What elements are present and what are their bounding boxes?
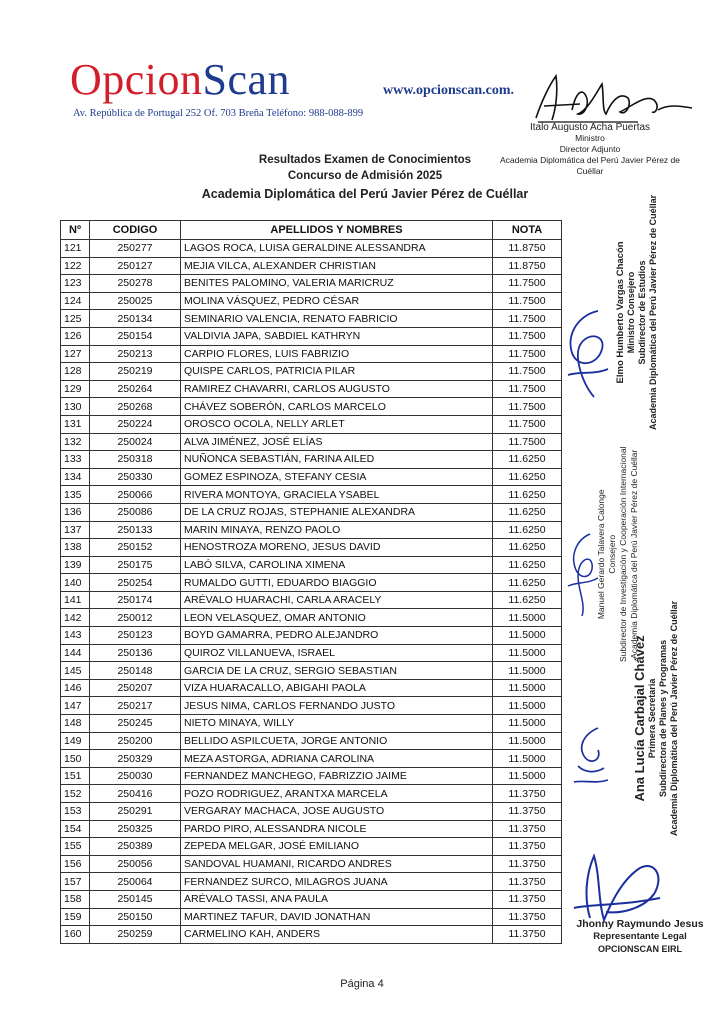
row-code: 250064 xyxy=(90,873,181,891)
table-row xyxy=(61,556,562,574)
row-number: 129 xyxy=(61,380,90,398)
table-row xyxy=(61,380,562,398)
signer-title: Representante Legal xyxy=(593,931,687,942)
row-grade: 11.6250 xyxy=(493,521,562,539)
row-grade: 11.7500 xyxy=(493,380,562,398)
row-number: 123 xyxy=(61,275,90,293)
header-grade: NOTA xyxy=(493,221,562,240)
row-code: 250259 xyxy=(90,926,181,944)
row-number: 152 xyxy=(61,785,90,803)
row-number: 143 xyxy=(61,627,90,645)
table-row xyxy=(61,503,562,521)
row-grade: 11.7500 xyxy=(493,327,562,345)
row-number: 141 xyxy=(61,591,90,609)
table-row xyxy=(61,855,562,873)
row-number: 138 xyxy=(61,539,90,557)
row-number: 131 xyxy=(61,415,90,433)
table-row xyxy=(61,697,562,715)
signature-block-bottom xyxy=(560,918,720,955)
row-name: SEMINARIO VALENCIA, RENATO FABRICIO xyxy=(181,310,493,328)
row-grade: 11.5000 xyxy=(493,767,562,785)
row-name: JESUS NIMA, CARLOS FERNANDO JUSTO xyxy=(181,697,493,715)
row-number: 137 xyxy=(61,521,90,539)
signature-scribble-bottom xyxy=(560,848,670,928)
row-name: CARMELINO KAH, ANDERS xyxy=(181,926,493,944)
row-grade: 11.6250 xyxy=(493,486,562,504)
row-code: 250224 xyxy=(90,415,181,433)
row-grade: 11.3750 xyxy=(493,873,562,891)
row-number: 148 xyxy=(61,715,90,733)
row-name: ZEPEDA MELGAR, JOSÉ EMILIANO xyxy=(181,838,493,856)
row-number: 159 xyxy=(61,908,90,926)
row-grade: 11.7500 xyxy=(493,433,562,451)
row-number: 135 xyxy=(61,486,90,504)
table-row xyxy=(61,926,562,944)
page-number: Página 4 xyxy=(340,978,384,990)
row-number: 142 xyxy=(61,609,90,627)
row-code: 250150 xyxy=(90,908,181,926)
row-name: VALDIVIA JAPA, SABDIEL KATHRYN xyxy=(181,327,493,345)
results-body xyxy=(61,240,562,944)
table-row xyxy=(61,415,562,433)
table-row xyxy=(61,486,562,504)
row-code: 250152 xyxy=(90,539,181,557)
row-name: QUIROZ VILLANUEVA, ISRAEL xyxy=(181,644,493,662)
row-code: 250134 xyxy=(90,310,181,328)
signer-title: Primera Secretaria xyxy=(647,678,657,759)
row-code: 250175 xyxy=(90,556,181,574)
signer-title: Ministro Consejero xyxy=(626,271,636,354)
table-row xyxy=(61,591,562,609)
row-grade: 11.7500 xyxy=(493,398,562,416)
row-code: 250254 xyxy=(90,574,181,592)
row-number: 146 xyxy=(61,679,90,697)
table-row xyxy=(61,767,562,785)
row-code: 250268 xyxy=(90,398,181,416)
table-row xyxy=(61,521,562,539)
row-code: 250030 xyxy=(90,767,181,785)
signer-role: Subdirectora de Planes y Programas xyxy=(658,639,668,797)
row-name: BENITES PALOMINO, VALERIA MARICRUZ xyxy=(181,275,493,293)
table-row xyxy=(61,398,562,416)
table-row xyxy=(61,574,562,592)
row-number: 127 xyxy=(61,345,90,363)
row-name: HENOSTROZA MORENO, JESUS DAVID xyxy=(181,539,493,557)
row-name: LEON VELASQUEZ, OMAR ANTONIO xyxy=(181,609,493,627)
row-name: CHÁVEZ SOBERÓN, CARLOS MARCELO xyxy=(181,398,493,416)
row-name: MEZA ASTORGA, ADRIANA CAROLINA xyxy=(181,750,493,768)
row-code: 250217 xyxy=(90,697,181,715)
header-number: Nº xyxy=(61,221,90,240)
table-row xyxy=(61,451,562,469)
table-row xyxy=(61,240,562,258)
table-header-row xyxy=(61,221,562,240)
row-name: LAGOS ROCA, LUISA GERALDINE ALESSANDRA xyxy=(181,240,493,258)
row-code: 250318 xyxy=(90,451,181,469)
row-name: BELLIDO ASPILCUETA, JORGE ANTONIO xyxy=(181,732,493,750)
row-grade: 11.3750 xyxy=(493,908,562,926)
table-row xyxy=(61,679,562,697)
row-number: 144 xyxy=(61,644,90,662)
row-number: 133 xyxy=(61,451,90,469)
row-grade: 11.5000 xyxy=(493,679,562,697)
signer-role: Director Adjunto xyxy=(559,144,621,154)
row-grade: 11.7500 xyxy=(493,292,562,310)
row-name: MARTINEZ TAFUR, DAVID JONATHAN xyxy=(181,908,493,926)
signature-block-side-1 xyxy=(615,195,659,430)
row-grade: 11.3750 xyxy=(493,855,562,873)
row-grade: 11.3750 xyxy=(493,926,562,944)
row-code: 250245 xyxy=(90,715,181,733)
row-code: 250154 xyxy=(90,327,181,345)
row-code: 250329 xyxy=(90,750,181,768)
row-code: 250066 xyxy=(90,486,181,504)
row-number: 147 xyxy=(61,697,90,715)
row-name: LABÓ SILVA, CAROLINA XIMENA xyxy=(181,556,493,574)
row-grade: 11.3750 xyxy=(493,803,562,821)
results-table xyxy=(60,220,562,944)
row-grade: 11.5000 xyxy=(493,732,562,750)
row-number: 132 xyxy=(61,433,90,451)
row-grade: 11.3750 xyxy=(493,890,562,908)
signer-name: Elmo Humberto Vargas Chacón xyxy=(615,241,626,384)
row-number: 122 xyxy=(61,257,90,275)
row-grade: 11.6250 xyxy=(493,468,562,486)
company-address: Av. República de Portugal 252 Of. 703 Breña Teléfono: 988-088-899 xyxy=(73,108,364,119)
row-code: 250264 xyxy=(90,380,181,398)
row-code: 250127 xyxy=(90,257,181,275)
row-code: 250145 xyxy=(90,890,181,908)
row-code: 250207 xyxy=(90,679,181,697)
row-code: 250291 xyxy=(90,803,181,821)
row-grade: 11.5000 xyxy=(493,627,562,645)
row-name: ALVA JIMÉNEZ, JOSÉ ELÍAS xyxy=(181,433,493,451)
title-line-3: Academia Diplomática del Perú Javier Pérez de Cuéllar xyxy=(201,187,529,201)
row-code: 250389 xyxy=(90,838,181,856)
row-name: RAMIREZ CHAVARRI, CARLOS AUGUSTO xyxy=(181,380,493,398)
row-grade: 11.3750 xyxy=(493,785,562,803)
table-row xyxy=(61,644,562,662)
row-number: 151 xyxy=(61,767,90,785)
table-row xyxy=(61,363,562,381)
row-number: 121 xyxy=(61,240,90,258)
row-grade: 11.6250 xyxy=(493,591,562,609)
row-number: 156 xyxy=(61,855,90,873)
signature-scribble-top xyxy=(528,70,698,126)
table-row xyxy=(61,715,562,733)
row-name: FERNANDEZ SURCO, MILAGROS JUANA xyxy=(181,873,493,891)
row-code: 250012 xyxy=(90,609,181,627)
table-row xyxy=(61,750,562,768)
row-grade: 11.6250 xyxy=(493,503,562,521)
row-code: 250200 xyxy=(90,732,181,750)
header-code: CODIGO xyxy=(90,221,181,240)
row-number: 157 xyxy=(61,873,90,891)
row-name: PARDO PIRO, ALESSANDRA NICOLE xyxy=(181,820,493,838)
row-grade: 11.5000 xyxy=(493,644,562,662)
signer-institution: Academia Diplomática del Perú Javier Pérez de Cuéllar xyxy=(499,155,680,176)
row-number: 150 xyxy=(61,750,90,768)
signer-name: Manuel Gerardo Talavera Calonge xyxy=(596,489,606,620)
row-code: 250136 xyxy=(90,644,181,662)
document-titles xyxy=(150,152,580,204)
row-code: 250148 xyxy=(90,662,181,680)
row-code: 250277 xyxy=(90,240,181,258)
row-code: 250024 xyxy=(90,433,181,451)
row-code: 250133 xyxy=(90,521,181,539)
row-name: QUISPE CARLOS, PATRICIA PILAR xyxy=(181,363,493,381)
row-name: DE LA CRUZ ROJAS, STEPHANIE ALEXANDRA xyxy=(181,503,493,521)
row-code: 250213 xyxy=(90,345,181,363)
row-grade: 11.6250 xyxy=(493,539,562,557)
title-line-1: Resultados Examen de Conocimientos xyxy=(258,154,472,166)
row-grade: 11.3750 xyxy=(493,820,562,838)
row-code: 250123 xyxy=(90,627,181,645)
row-name: NUÑONCA SEBASTIÁN, FARINA AILED xyxy=(181,451,493,469)
table-row xyxy=(61,345,562,363)
table-row xyxy=(61,873,562,891)
table-row xyxy=(61,257,562,275)
signer-institution: Academia Diplomática del Perú Javier Pérez de Cuéllar xyxy=(669,600,679,836)
row-number: 155 xyxy=(61,838,90,856)
table-row xyxy=(61,908,562,926)
row-number: 139 xyxy=(61,556,90,574)
row-number: 134 xyxy=(61,468,90,486)
row-number: 153 xyxy=(61,803,90,821)
row-number: 140 xyxy=(61,574,90,592)
row-name: ARÉVALO TASSI, ANA PAULA xyxy=(181,890,493,908)
row-code: 250330 xyxy=(90,468,181,486)
table-row xyxy=(61,327,562,345)
table-row xyxy=(61,292,562,310)
row-grade: 11.6250 xyxy=(493,556,562,574)
row-name: OROSCO OCOLA, NELLY ARLET xyxy=(181,415,493,433)
signer-title: Ministro xyxy=(575,133,605,143)
table-row xyxy=(61,539,562,557)
table-row xyxy=(61,433,562,451)
table-row xyxy=(61,820,562,838)
table-row xyxy=(61,627,562,645)
row-grade: 11.5000 xyxy=(493,715,562,733)
table-row xyxy=(61,609,562,627)
row-name: VERGARAY MACHACA, JOSE AUGUSTO xyxy=(181,803,493,821)
company-logo xyxy=(70,56,290,104)
row-number: 160 xyxy=(61,926,90,944)
row-grade: 11.5000 xyxy=(493,750,562,768)
logo-text-blue: Scan xyxy=(202,55,291,104)
row-number: 149 xyxy=(61,732,90,750)
row-name: RIVERA MONTOYA, GRACIELA YSABEL xyxy=(181,486,493,504)
row-grade: 11.5000 xyxy=(493,662,562,680)
row-code: 250219 xyxy=(90,363,181,381)
row-code: 250416 xyxy=(90,785,181,803)
row-grade: 11.6250 xyxy=(493,451,562,469)
logo-text-red: Opcion xyxy=(70,55,203,104)
table-row xyxy=(61,838,562,856)
title-line-2: Concurso de Admisión 2025 xyxy=(287,170,443,182)
row-number: 136 xyxy=(61,503,90,521)
signer-title: Consejero xyxy=(607,534,617,574)
row-name: RUMALDO GUTTI, EDUARDO BIAGGIO xyxy=(181,574,493,592)
row-code: 250174 xyxy=(90,591,181,609)
row-code: 250056 xyxy=(90,855,181,873)
row-name: FERNANDEZ MANCHEGO, FABRIZZIO JAIME xyxy=(181,767,493,785)
row-name: MEJIA VILCA, ALEXANDER CHRISTIAN xyxy=(181,257,493,275)
row-grade: 11.3750 xyxy=(493,838,562,856)
table-row xyxy=(61,732,562,750)
row-code: 250278 xyxy=(90,275,181,293)
row-name: BOYD GAMARRA, PEDRO ALEJANDRO xyxy=(181,627,493,645)
row-code: 250325 xyxy=(90,820,181,838)
table-row xyxy=(61,468,562,486)
signer-name: Jhonny Raymundo Jesus xyxy=(576,918,704,930)
header-name: APELLIDOS Y NOMBRES xyxy=(181,221,493,240)
table-row xyxy=(61,803,562,821)
row-name: SANDOVAL HUAMANI, RICARDO ANDRES xyxy=(181,855,493,873)
row-name: ARÉVALO HUARACHI, CARLA ARACELY xyxy=(181,591,493,609)
row-name: CARPIO FLORES, LUIS FABRIZIO xyxy=(181,345,493,363)
website-link[interactable]: www.opcionscan.com. xyxy=(383,83,515,98)
table-row xyxy=(61,890,562,908)
table-row xyxy=(61,785,562,803)
row-grade: 11.6250 xyxy=(493,574,562,592)
signer-role: Subdirector de Estudios xyxy=(637,260,647,365)
row-name: NIETO MINAYA, WILLY xyxy=(181,715,493,733)
row-grade: 11.7500 xyxy=(493,275,562,293)
row-number: 124 xyxy=(61,292,90,310)
row-number: 145 xyxy=(61,662,90,680)
row-grade: 11.7500 xyxy=(493,345,562,363)
row-grade: 11.8750 xyxy=(493,257,562,275)
signer-name: Ana Lucía Carbajal Chávez xyxy=(632,635,647,802)
row-code: 250025 xyxy=(90,292,181,310)
signature-block-side-3 xyxy=(632,601,680,836)
row-code: 250086 xyxy=(90,503,181,521)
row-grade: 11.8750 xyxy=(493,240,562,258)
signature-scribble-side-3 xyxy=(564,722,614,792)
row-grade: 11.7500 xyxy=(493,310,562,328)
signer-company: OPCIONSCAN EIRL xyxy=(597,944,682,954)
row-name: MOLINA VÁSQUEZ, PEDRO CÉSAR xyxy=(181,292,493,310)
table-row xyxy=(61,310,562,328)
row-grade: 11.7500 xyxy=(493,415,562,433)
signer-role: Subdirector de Investigación y Cooperación Internacional xyxy=(618,446,628,662)
signer-institution: Academia Diplomática del Perú Javier Pérez de Cuéllar xyxy=(648,194,658,430)
table-row xyxy=(61,275,562,293)
row-name: GOMEZ ESPINOZA, STEFANY CESIA xyxy=(181,468,493,486)
signer-institution: Academia Diplomática del Perú Javier Pérez de Cuéllar xyxy=(629,449,639,659)
signer-name: Italo Augusto Acha Puertas xyxy=(529,122,651,133)
row-name: MARIN MINAYA, RENZO PAOLO xyxy=(181,521,493,539)
row-number: 126 xyxy=(61,327,90,345)
row-number: 158 xyxy=(61,890,90,908)
table-row xyxy=(61,662,562,680)
row-number: 128 xyxy=(61,363,90,381)
row-name: POZO RODRIGUEZ, ARANTXA MARCELA xyxy=(181,785,493,803)
row-name: GARCIA DE LA CRUZ, SERGIO SEBASTIAN xyxy=(181,662,493,680)
row-grade: 11.5000 xyxy=(493,697,562,715)
row-number: 125 xyxy=(61,310,90,328)
row-grade: 11.5000 xyxy=(493,609,562,627)
row-number: 130 xyxy=(61,398,90,416)
row-name: VIZA HUARACALLO, ABIGAHI PAOLA xyxy=(181,679,493,697)
signature-scribble-side-1 xyxy=(558,305,620,405)
row-grade: 11.7500 xyxy=(493,363,562,381)
row-number: 154 xyxy=(61,820,90,838)
